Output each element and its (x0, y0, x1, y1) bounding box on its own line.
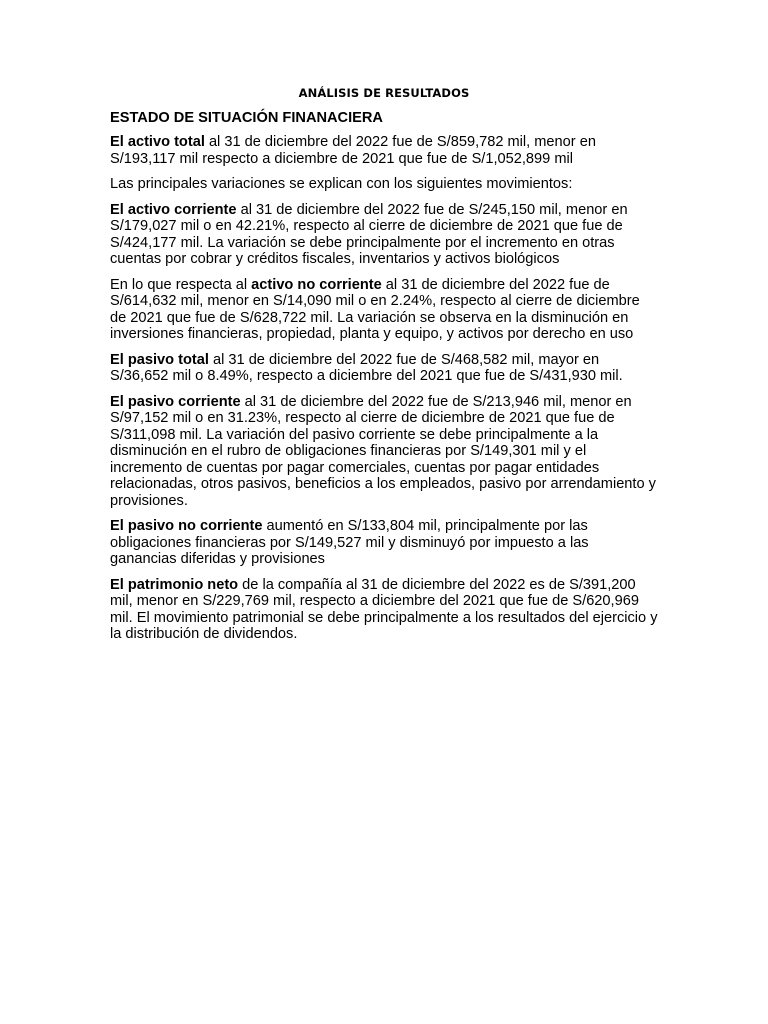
document-title: ANÁLISIS DE RESULTADOS (298, 86, 470, 100)
bold-lead: El pasivo no corriente (110, 518, 263, 534)
paragraph-text: al 31 de diciembre del 2022 fue de S/614,632 mil, menor en S/14,090 mil o en 2.24%, respecto al cierre de diciembre de 2021 que fue de S/628,722 mil. La variación se observa en la disminución en inversiones financieras, propiedad, planta y equipo, y activos por derecho en uso (110, 276, 640, 342)
bold-lead: El patrimonio neto (110, 576, 239, 593)
bold-mid: activo no corriente (251, 276, 382, 293)
paragraph-text: de la compañía al 31 de diciembre del 2022 es de S/391,200 mil, menor en S/229,769 mil, respecto a diciembre del 2021 que fue de S/620,969 mil. El movimiento patrimonial se debe principalmente a los resultados del ejercicio y la distribución de dividendos. (110, 576, 658, 642)
paragraph-patrimonio-neto (110, 577, 658, 643)
paragraph-pasivo-total (110, 352, 658, 385)
paragraph-text: al 31 de diciembre del 2022 fue de S/859,782 mil, menor en S/193,117 mil respecto a diciembre de 2021 que fue de S/1,052,899 mil (110, 134, 596, 167)
section-heading: ESTADO DE SITUACIÓN FINANACIERA (110, 110, 383, 126)
paragraph-text: al 31 de diciembre del 2022 fue de S/468,582 mil, mayor en S/36,652 mil o 8.49%, respecto a diciembre del 2021 que fue de S/431,930 mil. (110, 351, 623, 384)
bold-lead: El pasivo corriente (110, 393, 241, 410)
paragraph-variaciones (110, 176, 658, 193)
bold-lead: El activo corriente (110, 201, 237, 218)
paragraph-text: Las principales variaciones se explican con los siguientes movimientos: (110, 176, 573, 192)
paragraph-activo-no-corriente (110, 277, 658, 343)
paragraph-text: al 31 de diciembre del 2022 fue de S/245,150 mil, menor en S/179,027 mil o en 42.21%, respecto al cierre de diciembre de 2021 que fue de S/424,177 mil. La variación se debe principalmente por el incremento en otras cuentas por cobrar y créditos fiscales, inventarios y activos biológicos (110, 201, 628, 267)
paragraph-pasivo-no-corriente (110, 518, 658, 568)
paragraph-text: aumentó en S/133,804 mil, principalmente por las obligaciones financieras por S/149,527 mil y disminuyó por impuesto a las ganancias diferidas y provisiones (110, 518, 589, 567)
bold-lead: El activo total (110, 134, 205, 150)
paragraph-text: al 31 de diciembre del 2022 fue de S/213,946 mil, menor en S/97,152 mil o en 31.23%, respecto al cierre de diciembre de 2021 que fue de S/311,098 mil. La variación del pasivo corriente se debe principalmente a la disminución en el rubro de obligaciones financieras por S/149,301 mil y el incremento de cuentas por pagar comerciales, cuentas por pagar entidades relacionadas, otros pasivos, beneficios a los empleados, pasivo por arrendamiento y provisiones. (110, 393, 656, 509)
paragraph-activo-corriente (110, 202, 658, 268)
paragraph-text-before: En lo que respecta al (110, 276, 252, 293)
paragraph-activo-total (110, 134, 658, 167)
document-page (110, 86, 658, 652)
paragraph-pasivo-corriente (110, 394, 658, 510)
bold-lead: El pasivo total (110, 351, 209, 368)
